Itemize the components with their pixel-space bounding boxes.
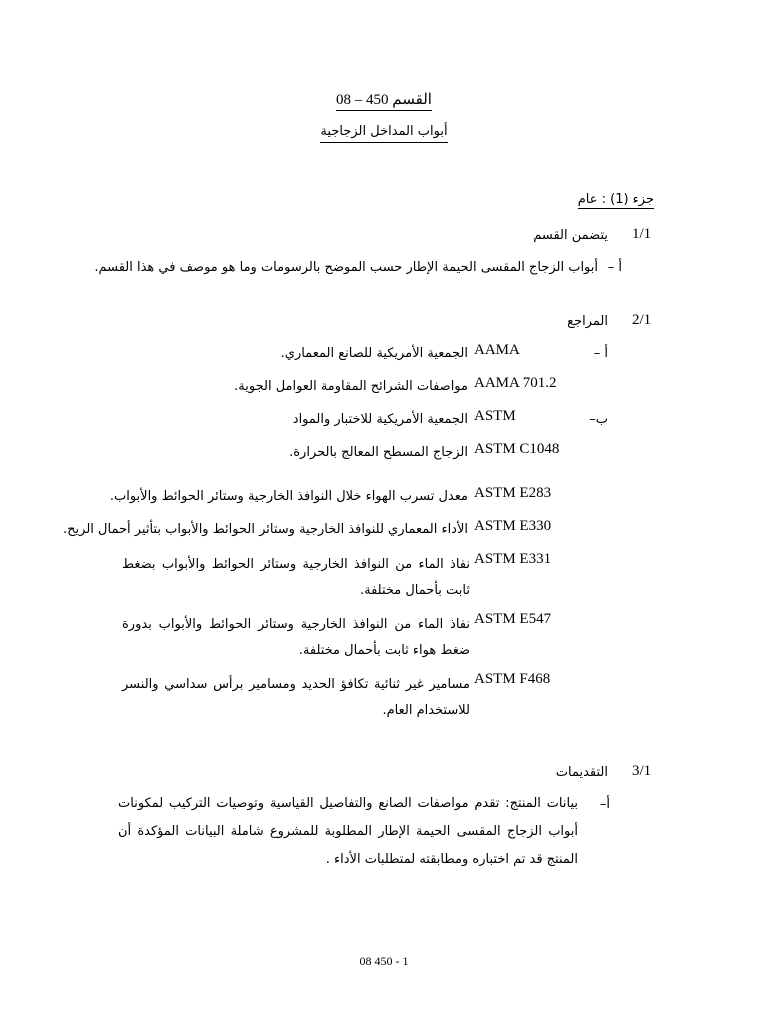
ref-code: ASTM C1048 bbox=[474, 441, 560, 457]
ref-desc: مسامير غير ثنائية تكافؤ الحديد ومسامير برأس سداسي والنسر للاستخدام العام. bbox=[122, 677, 470, 718]
page-footer: 08 450 - 1 bbox=[359, 954, 409, 968]
ref-desc: مواصفات الشرائح المقاومة العوامل الجوية. bbox=[234, 379, 468, 394]
ref-code: ASTM E330 bbox=[474, 518, 552, 534]
sec-3-1-title: التقديمات bbox=[555, 765, 608, 780]
ref-desc: نفاذ الماء من النوافذ الخارجية وستائر الحوائط والأبواب بضغط ثابت بأحمال مختلفة. bbox=[122, 557, 470, 598]
ref-code: AAMA 701.2 bbox=[474, 375, 557, 391]
ref-desc: الأداء المعماري للنوافذ الخارجية وستائر الحوائط والأبواب بتأثير أحمال الريح. bbox=[63, 522, 468, 537]
sec-1-1-title: يتضمن القسم bbox=[533, 228, 608, 243]
sec-1-1-number: 1/1 bbox=[632, 226, 652, 242]
ref-letter-b: ب– bbox=[589, 412, 608, 427]
sec-2-1-number: 2/1 bbox=[632, 312, 652, 328]
ref-code: ASTM F468 bbox=[474, 671, 551, 687]
sec-3-1-item-text: بيانات المنتج: تقدم مواصفات الصانع والتفاصيل القياسية وتوصيات التركيب لمكونات أبواب الزجاج المقسى الحيمة الإطار المطلوبة للمشروع شاملة البيانات المؤكدة أن المنتج قد تم اختباره ومطابقته لمتطلبات الأداء . bbox=[118, 796, 578, 867]
section-title: أبواب المداخل الزجاجية bbox=[284, 124, 484, 139]
ref-desc: معدل تسرب الهواء خلال النوافذ الخارجية وستائر الحوائط والأبواب. bbox=[109, 489, 468, 504]
ref-desc: الجمعية الأمريكية للاختبار والمواد bbox=[292, 412, 468, 427]
ref-code: ASTM bbox=[474, 408, 516, 424]
sec-3-1-item-letter: أ– bbox=[599, 797, 610, 812]
ref-desc: الجمعية الأمريكية للصانع المعماري. bbox=[280, 346, 468, 361]
ref-desc: نفاذ الماء من النوافذ الخارجية وستائر الحوائط والأبواب بدورة ضغط هواء ثابت بأحمال مختلفة. bbox=[122, 617, 470, 658]
ref-code: ASTM E547 bbox=[474, 611, 552, 627]
sec-2-1-title: المراجع bbox=[567, 314, 608, 329]
sec-1-1-item-letter: أ – bbox=[607, 260, 622, 275]
section-number: القسم 450 – 08 bbox=[284, 90, 484, 109]
ref-letter-a: أ – bbox=[593, 346, 608, 361]
sec-3-1-number: 3/1 bbox=[632, 763, 652, 779]
part-title: جزء (1) : عام bbox=[577, 192, 654, 207]
ref-desc: الزجاج المسطح المعالج بالحرارة. bbox=[289, 445, 468, 460]
ref-code: ASTM E283 bbox=[474, 485, 552, 501]
ref-code: ASTM E331 bbox=[474, 551, 552, 567]
sec-1-1-item-text: أبواب الزجاج المقسى الحيمة الإطار حسب الموضح بالرسومات وما هو موصف في هذا القسم. bbox=[94, 260, 598, 275]
ref-code: AAMA bbox=[474, 342, 520, 358]
